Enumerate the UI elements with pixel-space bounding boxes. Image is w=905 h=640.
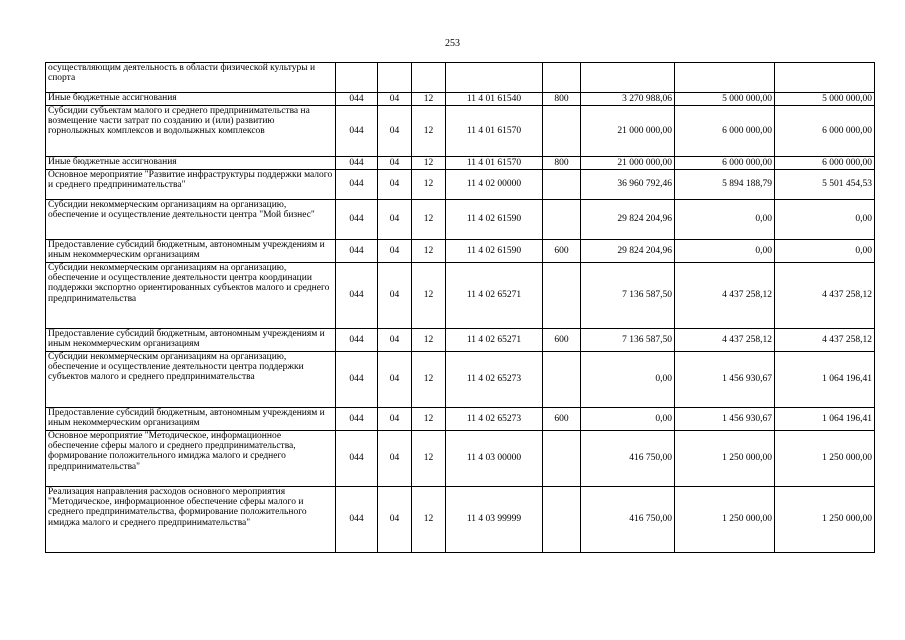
target-article: 11 4 02 65271: [446, 263, 543, 329]
section-code: 04: [378, 408, 412, 431]
section-code: 04: [378, 329, 412, 352]
amount-year-3: 1 250 000,00: [775, 431, 875, 487]
amount-year-3: 6 000 000,00: [775, 106, 875, 157]
target-article: 11 4 03 99999: [446, 487, 543, 553]
table-row: [46, 352, 875, 408]
expense-type: [543, 487, 581, 553]
target-article: 11 4 03 00000: [446, 431, 543, 487]
expense-type: [543, 352, 581, 408]
amount-year-3: 1 064 196,41: [775, 352, 875, 408]
expense-type: 600: [543, 408, 581, 431]
ministry-code: 044: [336, 487, 378, 553]
target-article: 11 4 02 65273: [446, 352, 543, 408]
expense-type: 800: [543, 93, 581, 106]
amount-year-1: 7 136 587,50: [581, 263, 675, 329]
row-name: Субсидии субъектам малого и среднего предпринимательства на возмещение части затрат по созданию и (или) развитию горнолыжных комплексов и водолыжных комплексов: [46, 106, 336, 157]
section-code: 04: [378, 93, 412, 106]
amount-year-3: 0,00: [775, 240, 875, 263]
subsection-code: 12: [412, 106, 446, 157]
amount-year-1: 0,00: [581, 352, 675, 408]
row-name: Основное мероприятие "Методическое, информационное обеспечение сферы малого и среднего предпринимательства, формирование положительного имиджа малого и среднего предпринимательства": [46, 431, 336, 487]
amount-year-2: 1 250 000,00: [675, 431, 775, 487]
expense-type: [543, 106, 581, 157]
expense-type: [543, 170, 581, 200]
subsection-code: 12: [412, 352, 446, 408]
section-code: 04: [378, 431, 412, 487]
amount-year-2: 4 437 258,12: [675, 329, 775, 352]
subsection-code: 12: [412, 408, 446, 431]
expense-type: 600: [543, 329, 581, 352]
table-row: [46, 329, 875, 352]
ministry-code: 044: [336, 329, 378, 352]
amount-year-3: 0,00: [775, 200, 875, 240]
ministry-code: 044: [336, 157, 378, 170]
amount-year-3: 5 501 454,53: [775, 170, 875, 200]
subsection-code: 12: [412, 157, 446, 170]
subsection-code: [412, 63, 446, 93]
amount-year-2: 1 250 000,00: [675, 487, 775, 553]
amount-year-2: 4 437 258,12: [675, 263, 775, 329]
ministry-code: 044: [336, 240, 378, 263]
budget-table: [45, 62, 875, 553]
amount-year-2: 1 456 930,67: [675, 352, 775, 408]
target-article: 11 4 02 00000: [446, 170, 543, 200]
row-name: Предоставление субсидий бюджетным, автономным учреждениям и иным некоммерческим организациям: [46, 240, 336, 263]
amount-year-3: 1 064 196,41: [775, 408, 875, 431]
amount-year-1: 21 000 000,00: [581, 157, 675, 170]
amount-year-2: 0,00: [675, 200, 775, 240]
ministry-code: 044: [336, 106, 378, 157]
section-code: 04: [378, 487, 412, 553]
target-article: [446, 63, 543, 93]
table-row: [46, 157, 875, 170]
amount-year-3: 1 250 000,00: [775, 487, 875, 553]
amount-year-1: 29 824 204,96: [581, 200, 675, 240]
subsection-code: 12: [412, 93, 446, 106]
ministry-code: 044: [336, 263, 378, 329]
section-code: 04: [378, 170, 412, 200]
target-article: 11 4 02 65273: [446, 408, 543, 431]
ministry-code: 044: [336, 93, 378, 106]
table-row: [46, 63, 875, 93]
amount-year-2: 1 456 930,67: [675, 408, 775, 431]
row-name: Предоставление субсидий бюджетным, автономным учреждениям и иным некоммерческим организациям: [46, 329, 336, 352]
expense-type: [543, 63, 581, 93]
amount-year-3: 5 000 000,00: [775, 93, 875, 106]
row-name: Иные бюджетные ассигнования: [46, 93, 336, 106]
expense-type: 800: [543, 157, 581, 170]
table-row: [46, 170, 875, 200]
target-article: 11 4 02 61590: [446, 240, 543, 263]
subsection-code: 12: [412, 263, 446, 329]
ministry-code: 044: [336, 408, 378, 431]
amount-year-1: 0,00: [581, 408, 675, 431]
subsection-code: 12: [412, 329, 446, 352]
amount-year-3: 4 437 258,12: [775, 329, 875, 352]
section-code: 04: [378, 106, 412, 157]
table-row: [46, 431, 875, 487]
table-row: [46, 487, 875, 553]
amount-year-3: 4 437 258,12: [775, 263, 875, 329]
row-name: Субсидии некоммерческим организациям на организацию, обеспечение и осуществление деятельности центра координации поддержки экспортно ориентированных субъектов малого и среднего предпринимательства: [46, 263, 336, 329]
row-name: Иные бюджетные ассигнования: [46, 157, 336, 170]
amount-year-1: 7 136 587,50: [581, 329, 675, 352]
section-code: 04: [378, 200, 412, 240]
ministry-code: 044: [336, 352, 378, 408]
target-article: 11 4 01 61570: [446, 106, 543, 157]
amount-year-2: 6 000 000,00: [675, 157, 775, 170]
section-code: 04: [378, 352, 412, 408]
section-code: 04: [378, 157, 412, 170]
amount-year-2: 6 000 000,00: [675, 106, 775, 157]
amount-year-1: 29 824 204,96: [581, 240, 675, 263]
table-row: [46, 408, 875, 431]
target-article: 11 4 01 61570: [446, 157, 543, 170]
table-body: [46, 63, 875, 553]
row-name: осуществляющим деятельность в области физической культуры и спорта: [46, 63, 336, 93]
subsection-code: 12: [412, 240, 446, 263]
ministry-code: [336, 63, 378, 93]
amount-year-1: 3 270 988,06: [581, 93, 675, 106]
amount-year-1: 416 750,00: [581, 487, 675, 553]
section-code: 04: [378, 263, 412, 329]
table-row: [46, 240, 875, 263]
amount-year-1: 21 000 000,00: [581, 106, 675, 157]
subsection-code: 12: [412, 487, 446, 553]
target-article: 11 4 02 65271: [446, 329, 543, 352]
subsection-code: 12: [412, 431, 446, 487]
table-row: [46, 263, 875, 329]
amount-year-2: [675, 63, 775, 93]
expense-type: [543, 200, 581, 240]
ministry-code: 044: [336, 170, 378, 200]
row-name: Субсидии некоммерческим организациям на организацию, обеспечение и осуществление деятельности центра "Мой бизнес": [46, 200, 336, 240]
target-article: 11 4 02 61590: [446, 200, 543, 240]
amount-year-3: 6 000 000,00: [775, 157, 875, 170]
amount-year-3: [775, 63, 875, 93]
amount-year-1: [581, 63, 675, 93]
table-row: [46, 200, 875, 240]
page-number: 253: [445, 38, 460, 49]
table-row: [46, 93, 875, 106]
table-row: [46, 106, 875, 157]
row-name: Субсидии некоммерческим организациям на организацию, обеспечение и осуществление деятельности центра поддержки субъектов малого и среднего предпринимательства: [46, 352, 336, 408]
amount-year-2: 5 000 000,00: [675, 93, 775, 106]
row-name: Реализация направления расходов основного мероприятия "Методическое, информационное обеспечение сферы малого и среднего предпринимательства, формирование положительного имиджа малого и среднего предпринимательства": [46, 487, 336, 553]
target-article: 11 4 01 61540: [446, 93, 543, 106]
expense-type: [543, 431, 581, 487]
ministry-code: 044: [336, 200, 378, 240]
row-name: Основное мероприятие "Развитие инфраструктуры поддержки малого и среднего предпринимательства": [46, 170, 336, 200]
expense-type: [543, 263, 581, 329]
section-code: 04: [378, 240, 412, 263]
subsection-code: 12: [412, 200, 446, 240]
amount-year-2: 5 894 188,79: [675, 170, 775, 200]
section-code: [378, 63, 412, 93]
subsection-code: 12: [412, 170, 446, 200]
amount-year-1: 416 750,00: [581, 431, 675, 487]
expense-type: 600: [543, 240, 581, 263]
amount-year-1: 36 960 792,46: [581, 170, 675, 200]
row-name: Предоставление субсидий бюджетным, автономным учреждениям и иным некоммерческим организациям: [46, 408, 336, 431]
ministry-code: 044: [336, 431, 378, 487]
amount-year-2: 0,00: [675, 240, 775, 263]
